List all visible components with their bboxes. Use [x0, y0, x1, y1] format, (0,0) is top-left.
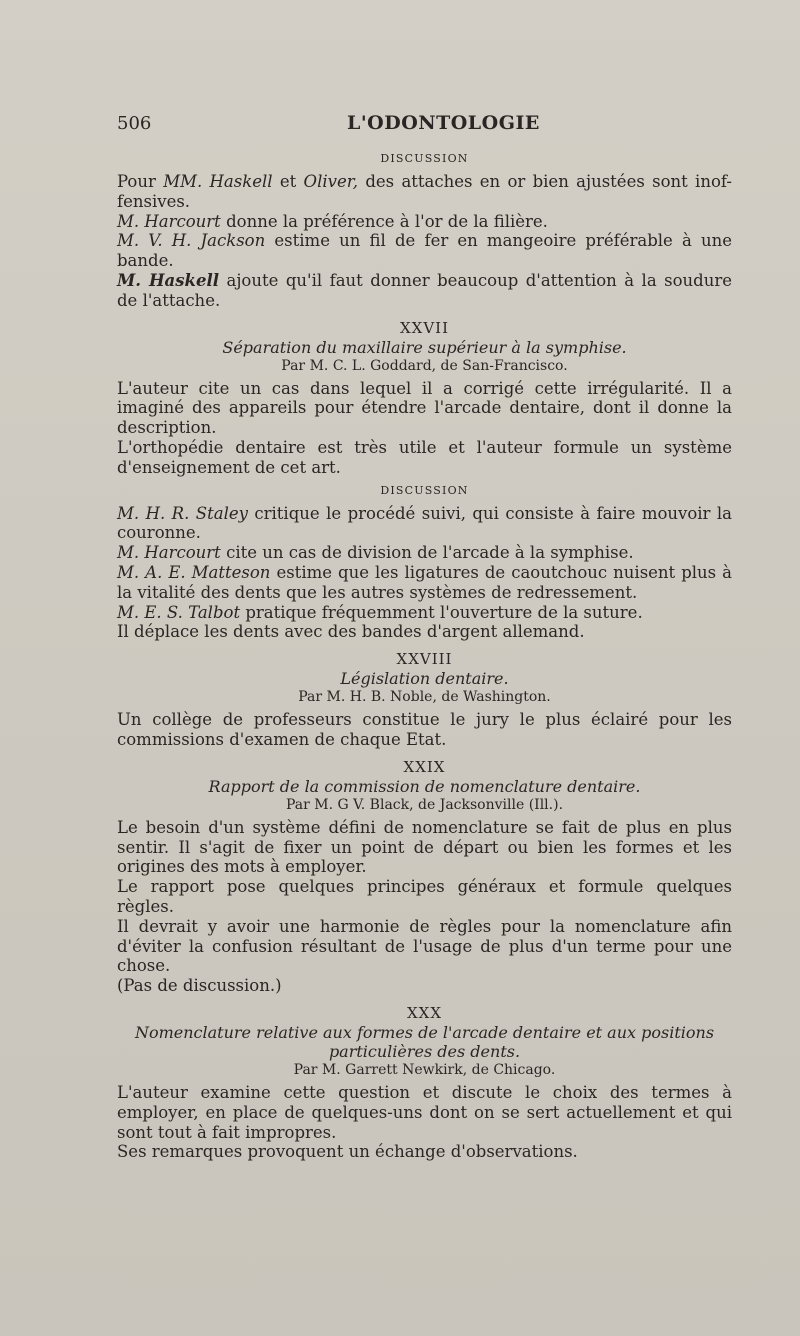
paragraph: M. E. S. Talbot pratique fréquemment l'ouverture de la suture.	[117, 602, 643, 622]
section-title: Séparation du maxillaire supérieur à la symphise.	[222, 337, 627, 357]
section-title: Nomenclature relative aux formes de l'arcade dentaire et aux positions particulières des dents.	[134, 1022, 715, 1061]
section-author: Par M. Garrett Newkirk, de Chicago.	[293, 1061, 556, 1078]
section-author: Par M. H. B. Noble, de Washington.	[298, 689, 551, 706]
paragraph: Pour MM. Haskell et Oliver, des attaches en or bien ajustées sont inof-fensives.	[117, 172, 732, 211]
section-title: Rapport de la commission de nomenclature dentaire.	[208, 776, 641, 796]
paragraph: M. Harcourt cite un cas de division de l'arcade à la symphise.	[117, 543, 634, 563]
paragraph: M. H. R. Staley critique le procédé suivi, qui consiste à faire mouvoir la couronne.	[117, 503, 733, 543]
paragraph: M. V. H. Jackson estime un fil de fer en mangeoire préférable à une bande.	[117, 231, 732, 271]
paragraph: L'auteur cite un cas dans lequel il a corrigé cette irrégularité. Il a imaginé des appareils pour étendre l'arcade dentaire, dont il donne la description.	[117, 378, 732, 438]
paragraph: Un collège de professeurs constitue le jury le plus éclairé pour les commissions d'examen de chaque Etat.	[117, 710, 732, 749]
paragraph: Ses remarques provoquent un échange d'observations.	[117, 1142, 578, 1162]
paragraph: M. Haskell ajoute qu'il faut donner beaucoup d'attention à la soudure de l'attache.	[117, 270, 732, 310]
page-content	[117, 112, 732, 1162]
discussion-heading: DISCUSSION	[380, 152, 469, 165]
section-author: Par M. G V. Black, de Jacksonville (Ill.).	[285, 796, 564, 813]
paragraph: L'auteur examine cette question et discute le choix des termes à employer, en place de quelques-uns dont on se sert actuellement et qui sont tout à fait impropres.	[117, 1082, 732, 1142]
paragraph: Il devrait y avoir une harmonie de règles pour la nomenclature afin d'éviter la confusion résultant de l'usage de plus d'un terme pour une chose.	[117, 916, 732, 976]
paragraph: Le rapport pose quelques principes généraux et formule quelques règles.	[117, 877, 732, 916]
page-header	[117, 112, 732, 142]
running-title: L'ODONTOLOGIE	[347, 112, 540, 134]
paragraph: Le besoin d'un système défini de nomenclature se fait de plus en plus sentir. Il s'agit de fixer un point de départ ou bien les formes et les origines des mots à employer.	[117, 817, 732, 877]
section-author: Par M. C. L. Goddard, de San-Francisco.	[281, 357, 568, 374]
paragraph: Il déplace les dents avec des bandes d'argent allemand.	[117, 622, 585, 642]
paragraph: M. Harcourt donne la préférence à l'or de la filière.	[117, 211, 548, 231]
section-number: XXVIII	[396, 650, 453, 669]
paragraph: M. A. E. Matteson estime que les ligatures de caoutchouc nuisent plus à la vitalité des dents que les autres systèmes de redressement.	[117, 562, 732, 602]
section-number: XXX	[406, 1003, 443, 1022]
section-number: XXIX	[403, 757, 446, 776]
page-number: 506	[117, 113, 152, 134]
section-number: XXVII	[399, 318, 450, 337]
discussion-heading: DISCUSSION	[380, 483, 469, 497]
paragraph: (Pas de discussion.)	[117, 976, 282, 996]
paragraph: L'orthopédie dentaire est très utile et l'auteur formule un système d'enseignement de cet art.	[117, 437, 732, 477]
section-title: Législation dentaire.	[340, 669, 509, 689]
